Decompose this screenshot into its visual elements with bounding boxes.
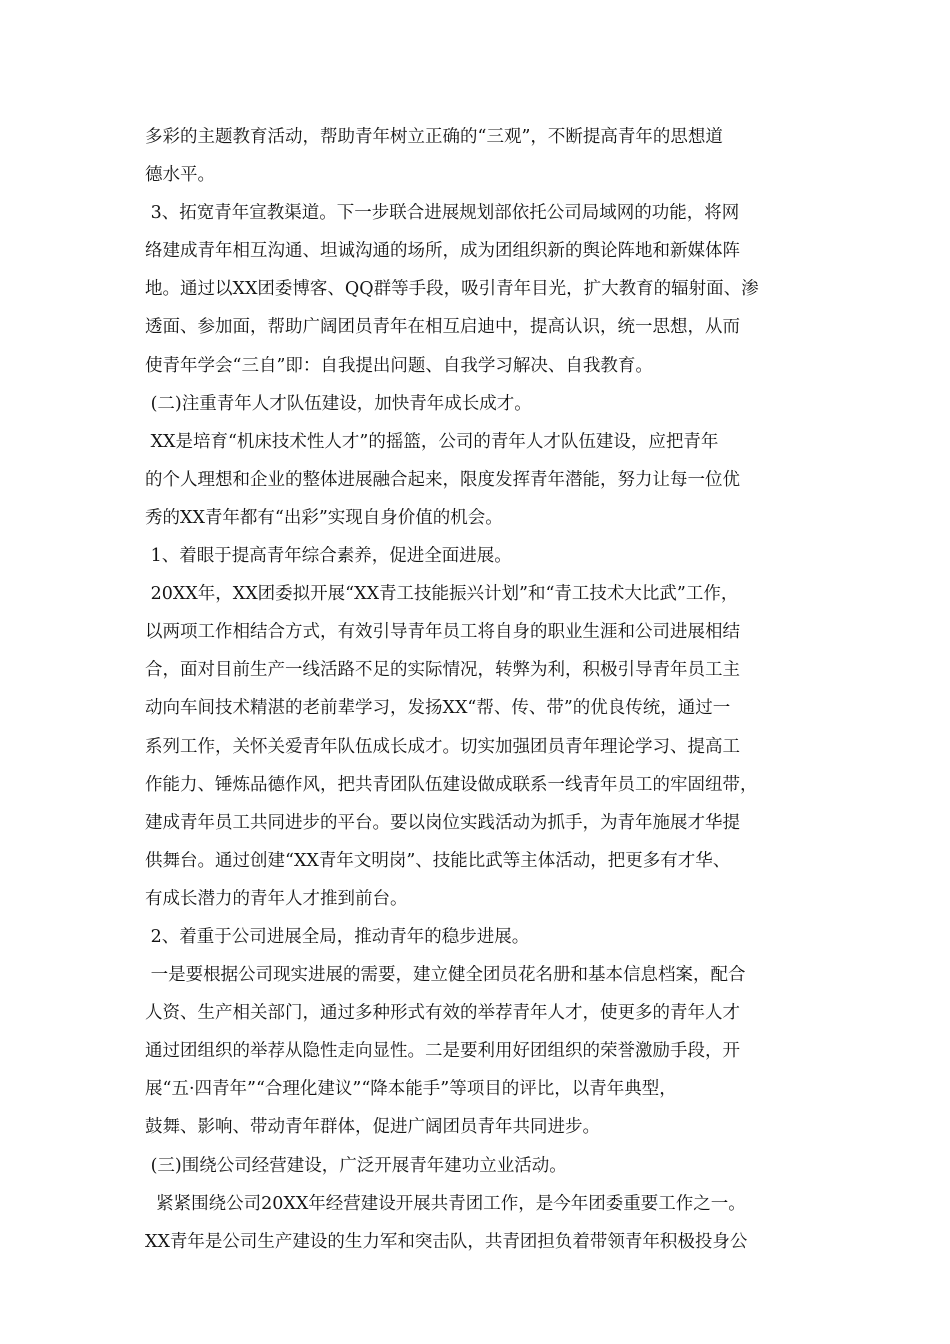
- text-line: 秀的XX青年都有“出彩”实现自身价值的机会。: [145, 507, 503, 528]
- subsection-heading: 2、着重于公司进展全局，推动青年的稳步进展。: [145, 926, 530, 947]
- text-line: 一是要根据公司现实进展的需要，建立健全团员花名册和基本信息档案，配合: [145, 965, 746, 986]
- document-body: [145, 118, 810, 1261]
- text-line: XX青年是公司生产建设的生力军和突击队，共青团担负着带领青年积极投身公: [145, 1231, 748, 1252]
- section-heading: (二)注重青年人才队伍建设，加快青年成长成才。: [145, 393, 532, 414]
- text-line: 多彩的主题教育活动，帮助青年树立正确的“三观”，不断提高青年的思想道: [145, 127, 723, 147]
- text-line: 以两项工作相结合方式，有效引导青年员工将自身的职业生涯和公司进展相结: [145, 622, 740, 643]
- text-line: 20XX年，XX团委拟开展“XX青工技能振兴计划”和“青工技术大比武”工作，: [145, 584, 739, 605]
- subsection-heading: 1、着眼于提高青年综合素养，促进全面进展。: [145, 546, 512, 567]
- text-line: 络建成青年相互沟通、坦诚沟通的场所，成为团组织新的舆论阵地和新媒体阵: [145, 241, 740, 262]
- text-line: XX是培育“机床技术性人才”的摇篮，公司的青年人才队伍建设，应把青年: [145, 431, 719, 452]
- text-line: 通过团组织的举荐从隐性走向显性。二是要利用好团组织的荣誉激励手段，开: [145, 1041, 740, 1062]
- text-line: 动向车间技术精湛的老前辈学习，发扬XX“帮、传、带”的优良传统，通过一: [145, 698, 731, 719]
- text-line: 德水平。: [145, 165, 215, 186]
- text-line: 使青年学会“三自”即：自我提出问题、自我学习解决、自我教育。: [145, 355, 653, 376]
- text-line: 人资、生产相关部门，通过多种形式有效的举荐青年人才，使更多的青年人才: [145, 1003, 740, 1024]
- text-line: 合，面对目前生产一线活路不足的实际情况，转弊为利，积极引导青年员工主: [145, 660, 740, 681]
- text-line: 有成长潜力的青年人才推到前台。: [145, 888, 408, 909]
- text-line: 地。通过以XX团委博客、QQ群等手段，吸引青年目光，扩大教育的辐射面、渗: [145, 279, 759, 300]
- text-line: 3、拓宽青年宣教渠道。下一步联合进展规划部依托公司局域网的功能，将网: [145, 203, 740, 224]
- text-line: 系列工作，关怀关爱青年队伍成长成才。切实加强团员青年理论学习、提高工: [145, 736, 740, 757]
- text-line: 建成青年员工共同进步的平台。要以岗位实践活动为抓手，为青年施展才华提: [145, 812, 740, 833]
- section-heading: (三)围绕公司经营建设，广泛开展青年建功立业活动。: [145, 1155, 567, 1176]
- text-line: 作能力、锤炼品德作风，把共青团队伍建设做成联系一线青年员工的牢固纽带，: [145, 774, 758, 795]
- text-line: 展“五·四青年”“合理化建议”“降本能手”等项目的评比，以青年典型，: [145, 1079, 677, 1100]
- text-line: 鼓舞、影响、带动青年群体，促进广阔团员青年共同进步。: [145, 1117, 600, 1138]
- text-line: 透面、参加面，帮助广阔团员青年在相互启迪中，提高认识，统一思想，从而: [145, 317, 740, 338]
- text-line: 紧紧围绕公司20XX年经营建设开展共青团工作，是今年团委重要工作之一。: [145, 1193, 746, 1214]
- text-line: 供舞台。通过创建“XX青年文明岗”、技能比武等主体活动，把更多有才华、: [145, 850, 731, 871]
- text-line: 的个人理想和企业的整体进展融合起来，限度发挥青年潜能，努力让每一位优: [145, 469, 740, 490]
